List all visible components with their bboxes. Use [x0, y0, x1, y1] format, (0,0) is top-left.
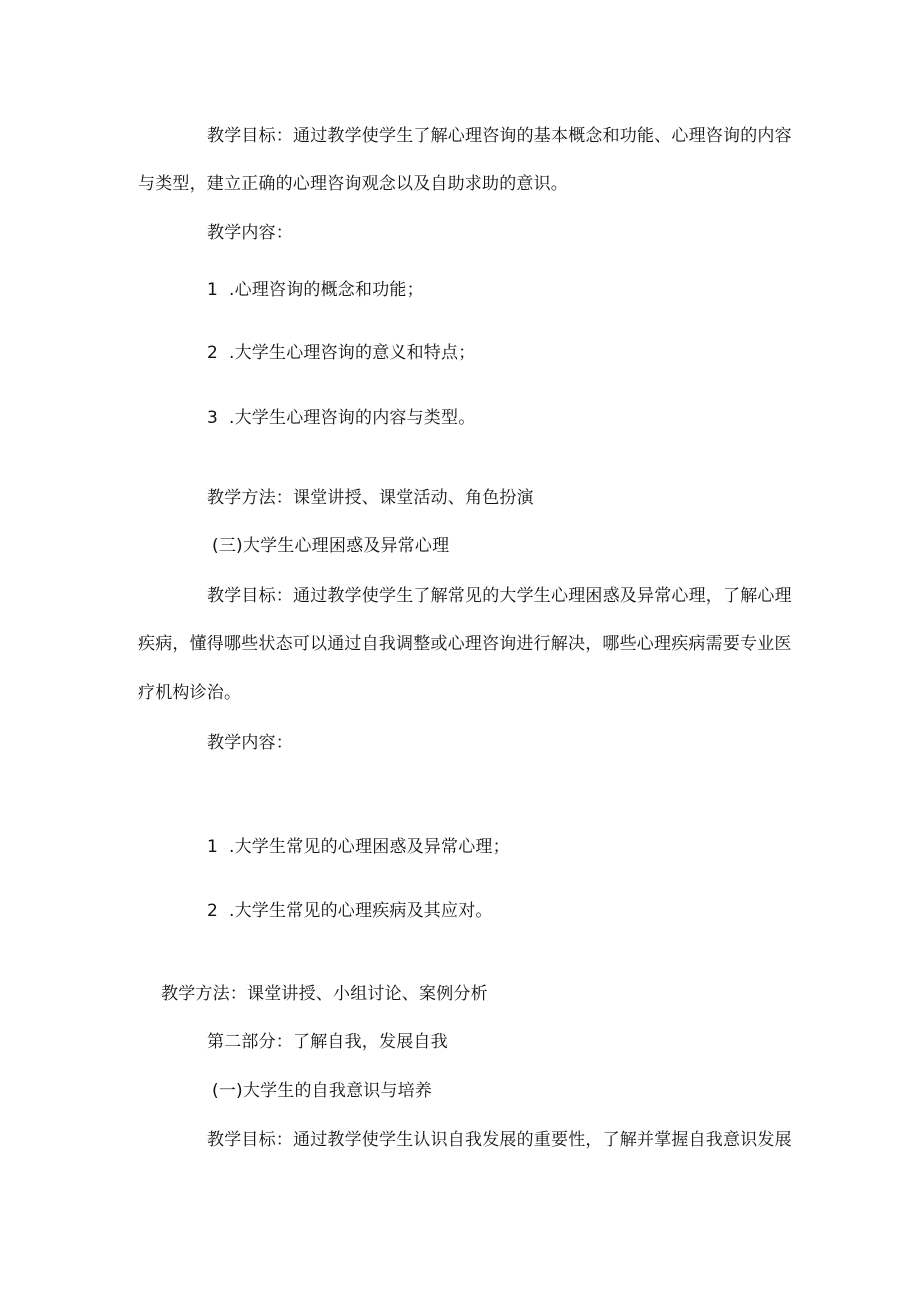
section-heading-1: (一)大学生的自我意识与培养 — [212, 1081, 433, 1101]
list-item-text: .心理咨询的概念和功能； — [229, 280, 424, 300]
method-line-1: 教学方法：课堂讲授、课堂活动、角色扮演 — [207, 488, 534, 508]
list-item — [207, 279, 424, 301]
list-number: 1 — [207, 837, 219, 857]
objective-2-line-2: 疾病，懂得哪些状态可以通过自我调整或心理咨询进行解决，哪些心理疾病需要专业医 — [138, 634, 792, 654]
list-number: 3 — [207, 408, 219, 428]
list-item — [207, 836, 510, 858]
list-item — [207, 407, 475, 429]
objective-2-line-3: 疗机构诊治。 — [138, 683, 242, 703]
list-item — [207, 900, 493, 922]
list-number: 2 — [207, 343, 219, 363]
list-item — [207, 342, 475, 364]
list-item-text: .大学生心理咨询的意义和特点； — [229, 343, 476, 363]
list-number: 1 — [207, 280, 219, 300]
list-item-text: .大学生常见的心理疾病及其应对。 — [229, 901, 493, 921]
content-heading-1: 教学内容： — [207, 223, 293, 243]
objective-2-line-1: 教学目标：通过教学使学生了解常见的大学生心理困惑及异常心理，了解心理 — [207, 586, 792, 606]
content-heading-2: 教学内容： — [207, 733, 293, 753]
objective-1-line-2: 与类型，建立正确的心理咨询观念以及自助求助的意识。 — [138, 174, 568, 194]
section-heading-3: (三)大学生心理困惑及异常心理 — [212, 536, 450, 556]
list-number: 2 — [207, 901, 219, 921]
part-heading-2: 第二部分：了解自我，发展自我 — [207, 1032, 448, 1052]
list-item-text: .大学生心理咨询的内容与类型。 — [229, 408, 476, 428]
objective-1-line-1: 教学目标：通过教学使学生了解心理咨询的基本概念和功能、心理咨询的内容 — [207, 126, 792, 146]
list-item-text: .大学生常见的心理困惑及异常心理； — [229, 837, 510, 857]
method-line-2: 教学方法：课堂讲授、小组讨论、案例分析 — [161, 984, 488, 1004]
objective-3-line-1: 教学目标：通过教学使学生认识自我发展的重要性，了解并掌握自我意识发展 — [207, 1130, 792, 1150]
